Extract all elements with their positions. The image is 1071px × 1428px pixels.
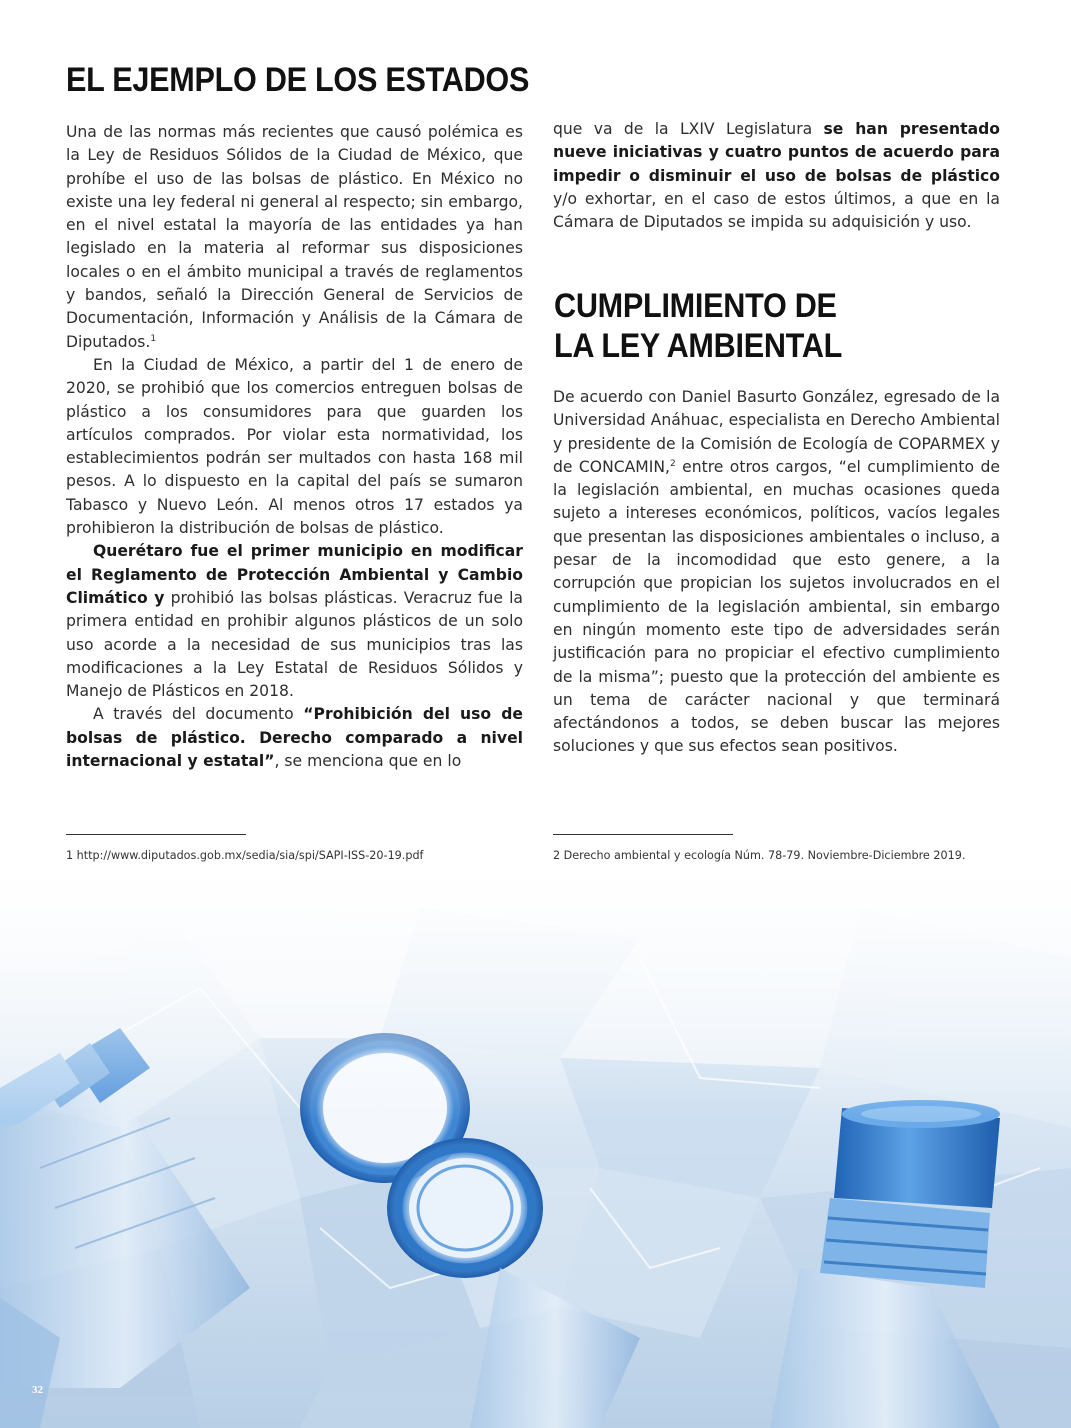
paragraph [66, 540, 523, 703]
footnote-divider [66, 834, 246, 835]
section-heading-line: CUMPLIMIENTO DE [554, 287, 837, 325]
paragraph-text: y/o exhortar, en el caso de estos últimos, a que en la Cámara de Diputados se impida su adquisición y uso. [553, 189, 1000, 232]
paragraph [66, 703, 523, 773]
bold-text: se han presentado nueve iniciativas y cuatro puntos de acuerdo para impedir o disminuir el uso de bolsas de plástico [553, 120, 1000, 185]
paragraph-text: A través del documento [93, 705, 304, 724]
paragraph-text: , se menciona que en lo [274, 752, 462, 771]
footnote-2: 2 Derecho ambiental y ecología Núm. 78-79. Noviembre-Diciembre 2019. [553, 849, 966, 862]
paragraph [553, 118, 1000, 234]
left-column [66, 121, 523, 773]
section-heading-line: LA LEY AMBIENTAL [554, 327, 843, 365]
footnote-1: 1 http://www.diputados.gob.mx/sedia/sia/spi/SAPI-ISS-20-19.pdf [66, 849, 424, 862]
bold-text: “Prohibición del uso de bolsas de plástico. Derecho comparado a nivel internacional y estatal” [66, 705, 523, 771]
paragraph-text: De acuerdo con Daniel Basurto González, egresado de la Universidad Anáhuac, especialista en Derecho Ambiental y presidente de la Comisión de Ecología de COPARMEX y de CONCAMIN, [553, 388, 1000, 476]
plastic-bottles-photo [0, 868, 1071, 1428]
right-column-bottom [553, 386, 1000, 759]
footnote-divider [553, 834, 733, 835]
paragraph: En la Ciudad de México, a partir del 1 de enero de 2020, se prohibió que los comercios entreguen bolsas de plástico a los consumidores para que guarden los artículos comprados. Por violar esta normatividad, los establecimientos podrán ser multados con hasta 168 mil pesos. A lo dispuesto en la capital del país se sumaron Tabasco y Nuevo León. Al menos otros 17 estados ya prohibieron la distribución de bolsas de plástico. [66, 355, 523, 538]
paragraph-text: entre otros cargos, “el cumplimiento de la legislación ambiental, en muchas ocasiones queda sujeto a intereses económicos, políticos, vacíos legales que presentan las disposiciones ambientales o incluso, a pesar de la incomodidad que esto genere, a la corrupción que propician los sujetos involucrados en el cumplimiento de la legislación ambiental, sin embargo en ningún momento este tipo de adversidades serán justificación para no propiciar el efectivo cumplimiento de la misma”; puesto que la protección del ambiente es un tema de carácter nacional y que terminará afectándonos a todos, se deben buscar las mejores soluciones y que sus efectos sean positivos. [553, 457, 1000, 756]
paragraph [66, 121, 523, 354]
main-heading: EL EJEMPLO DE LOS ESTADOS [66, 61, 530, 99]
paragraph-text: que va de la LXIV Legislatura [553, 120, 824, 138]
paragraph-text: Una de las normas más recientes que causó polémica es la Ley de Residuos Sólidos de la Ciudad de México, que prohíbe el uso de las bolsas de plástico. En México no existe una ley federal ni general al respecto; sin embargo, en el nivel estatal la mayoría de las entidades ya han legislado en la materia al reformar sus disposiciones locales o en el ámbito municipal a través de reglamentos y bandos, señaló la Dirección General de Servicios de Documentación, Información y Análisis de la Cámara de Diputados. [66, 123, 523, 351]
paragraph [553, 386, 1000, 759]
footnote-ref: 1 [150, 333, 157, 344]
right-column-top [553, 118, 1000, 234]
section-heading [554, 286, 968, 366]
bold-text: Querétaro fue el primer municipio en modificar el Reglamento de Protección Ambiental y Cambio Climático y [66, 542, 523, 607]
page-number: 32 [32, 1384, 43, 1396]
paragraph-text: prohibió las bolsas plásticas. Veracruz fue la primera entidad en prohibir algunos plásticos de un solo uso acorde a la necesidad de sus municipios tras las modificaciones a la Ley Estatal de Residuos Sólidos y Manejo de Plásticos en 2018. [66, 588, 523, 701]
footnote-ref: 2 [669, 458, 676, 469]
